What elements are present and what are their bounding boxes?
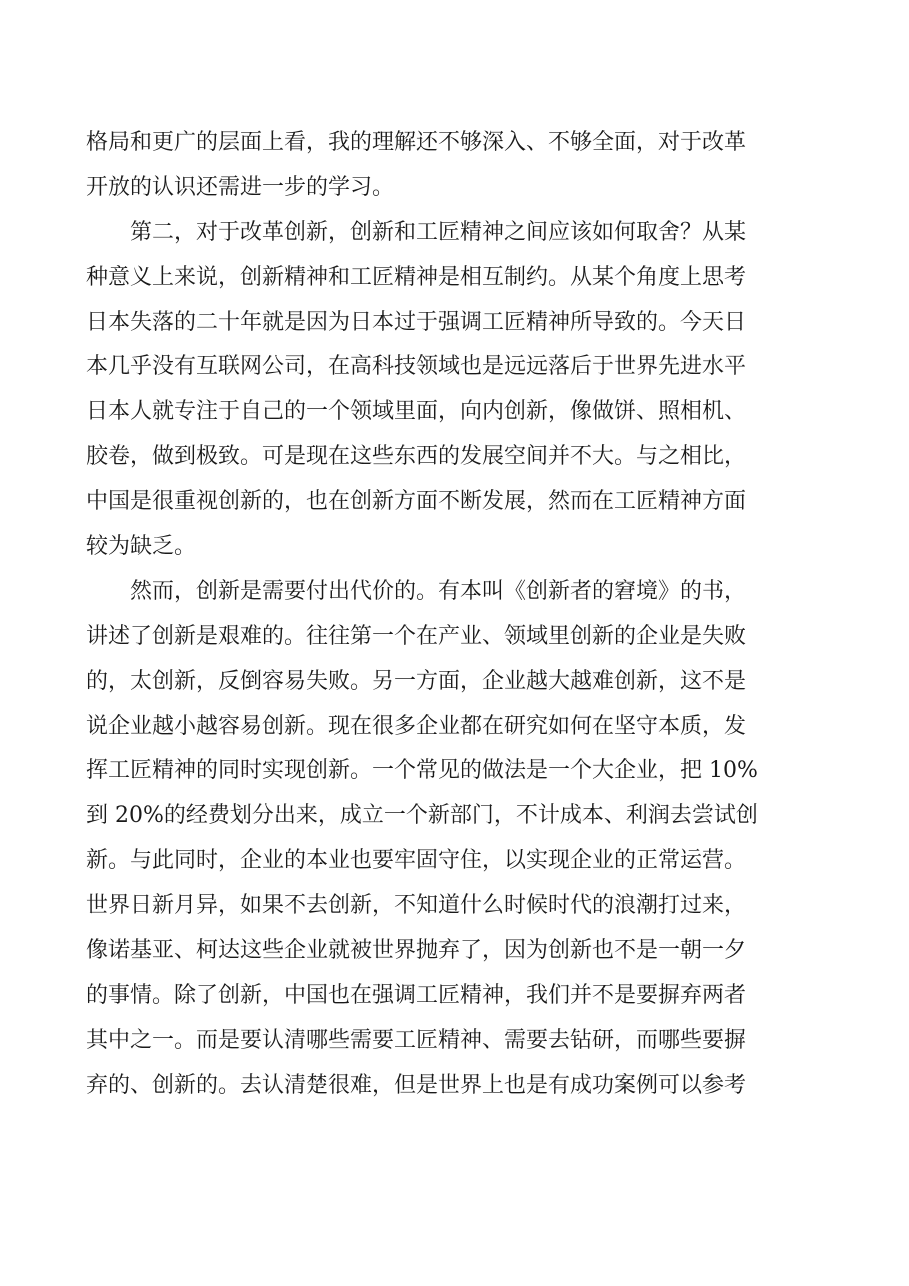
text-line: 日本人就专注于自己的一个领域里面，向内创新，像做饼、照相机、	[86, 399, 747, 425]
text-line: 弃的、创新的。去认清楚很难，但是世界上也是有成功案例可以参考	[86, 1072, 747, 1098]
text-line: 较为缺乏。	[86, 534, 197, 560]
text-line: 新。与此同时，企业的本业也要牢固守住，以实现企业的正常运营。	[86, 848, 747, 874]
text-line: 的事情。除了创新，中国也在强调工匠精神，我们并不是要摒弃两者	[86, 982, 747, 1008]
text-line: 日本失落的二十年就是因为日本过于强调工匠精神所导致的。今天日	[86, 309, 747, 335]
text-line: 开放的认识还需进一步的学习。	[86, 174, 395, 200]
text-line: 到 20%的经费划分出来，成立一个新部门，不计成本、利润去尝试创	[86, 803, 758, 829]
text-line: 像诺基亚、柯达这些企业就被世界抛弃了，因为创新也不是一朝一夕	[86, 938, 747, 964]
text-line: 世界日新月异，如果不去创新，不知道什么时候时代的浪潮打过来，	[86, 893, 747, 919]
body-text	[86, 121, 831, 1109]
paragraph-first-line: 然而，创新是需要付出代价的。有本叫《创新者的窘境》的书，	[130, 578, 747, 604]
text-line: 本几乎没有互联网公司，在高科技领域也是远远落后于世界先进水平	[86, 354, 747, 380]
text-line: 种意义上来说，创新精神和工匠精神是相互制约。从某个角度上思考	[86, 264, 747, 290]
text-line: 格局和更广的层面上看，我的理解还不够深入、不够全面，对于改革	[86, 130, 747, 155]
text-line: 挥工匠精神的同时实现创新。一个常见的做法是一个大企业，把 10%	[86, 758, 758, 784]
text-line: 讲述了创新是艰难的。往往第一个在产业、领域里创新的企业是失败	[86, 623, 747, 649]
text-line: 其中之一。而是要认清哪些需要工匠精神、需要去钻研，而哪些要摒	[86, 1027, 747, 1053]
text-line: 胶卷，做到极致。可是现在这些东西的发展空间并不大。与之相比，	[86, 444, 747, 470]
text-line: 说企业越小越容易创新。现在很多企业都在研究如何在坚守本质，发	[86, 713, 747, 739]
text-line: 中国是很重视创新的，也在创新方面不断发展，然而在工匠精神方面	[86, 489, 747, 515]
text-line: 的，太创新，反倒容易失败。另一方面，企业越大越难创新，这不是	[86, 668, 747, 694]
paragraph-first-line: 第二，对于改革创新，创新和工匠精神之间应该如何取舍？从某	[130, 219, 747, 245]
